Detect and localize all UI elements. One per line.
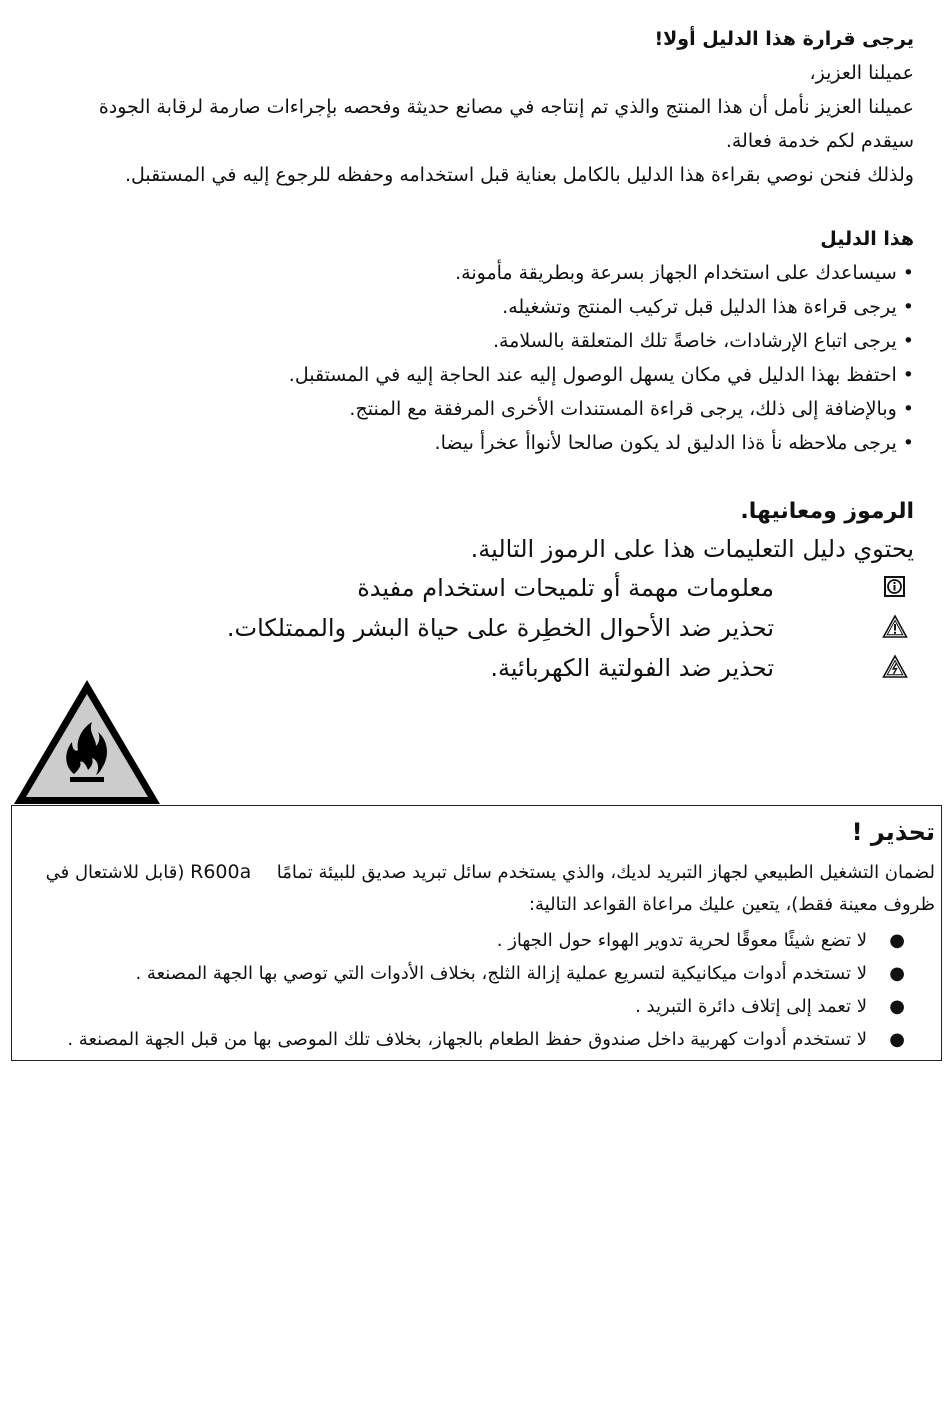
symbol-row-info: [22, 568, 914, 608]
warning-paragraph: [18, 856, 935, 921]
symbols-intro: يحتوي دليل التعليمات هذا على الرموز التالية.: [470, 535, 914, 563]
intro-heading: يرجى قرارة هذا الدليل أولا!: [654, 28, 914, 50]
warning-text: (قابل للاشتعال في: [45, 862, 185, 883]
warning-item-text: لا تستخدم أدوات كهربية داخل صندوق حفظ الطعام بالجهاز، بخلاف تلك الموصى بها من قبل الجهة المصنعة .: [67, 1029, 867, 1050]
bullet: ●: [889, 963, 905, 984]
warning-item: [18, 990, 935, 1023]
warning-item: [18, 924, 935, 957]
warning-list: [18, 924, 935, 1056]
guide-item: [22, 392, 914, 426]
guide-item-text: سيساعدك على استخدام الجهاز بسرعة وبطريقة مأمونة.: [455, 262, 897, 284]
bullet: •: [902, 432, 914, 454]
symbol-text: تحذير ضد الفولتية الكهربائية.: [490, 654, 774, 682]
warning-item: [18, 957, 935, 990]
intro-line-2: سيقدم لكم خدمة فعالة.: [725, 130, 914, 152]
warning-item: [18, 1023, 935, 1056]
guide-list: [22, 256, 914, 460]
bullet: •: [902, 262, 914, 284]
symbols-title: الرموز ومعانيها.: [740, 499, 914, 524]
bullet: •: [902, 330, 914, 352]
bullet: ●: [889, 930, 905, 951]
warning-item-text: لا تضع شيئًا معوقًا لحرية تدوير الهواء حول الجهاز .: [496, 930, 867, 951]
guide-item: [22, 426, 914, 460]
electric-warning-icon: [882, 654, 908, 680]
bullet: •: [902, 364, 914, 386]
refrigerant-code: R600a: [190, 861, 252, 883]
bullet: •: [902, 296, 914, 318]
warning-title: تحذير !: [851, 818, 935, 846]
bullet: •: [902, 398, 914, 420]
intro-line-1: عميلنا العزيز نأمل أن هذا المنتج والذي تم إنتاجه في مصانع حديثة وفحصه بإجراءات صارمة لرقابة الجودة: [98, 96, 914, 118]
bullet: ●: [889, 1029, 905, 1050]
warning-item-text: لا تعمد إلى إتلاف دائرة التبريد .: [635, 996, 867, 1017]
guide-section: [22, 222, 914, 460]
symbol-text: معلومات مهمة أو تلميحات استخدام مفيدة: [357, 574, 774, 602]
warning-triangle-icon: [882, 614, 908, 640]
guide-item: [22, 256, 914, 290]
symbol-row-warning: [22, 608, 914, 648]
guide-item: [22, 290, 914, 324]
intro-greeting: عميلنا العزيز،: [809, 62, 914, 84]
flammable-warning-icon: [12, 678, 162, 806]
intro-line-3: ولذلك فنحن نوصي بقراءة هذا الدليل بالكامل بعناية قبل استخدامه وحفظه للرجوع إليه في المستقبل.: [124, 164, 914, 186]
warning-paragraph-line-2: ظروف معينة فقط)، يتعين عليك مراعاة القواعد التالية:: [528, 894, 935, 915]
guide-item-text: احتفظ بهذا الدليل في مكان يسهل الوصول إليه عند الحاجة إليه في المستقبل.: [288, 364, 897, 386]
guide-item: [22, 358, 914, 392]
info-icon: [882, 574, 908, 600]
warning-box: [11, 805, 942, 1061]
guide-item-text: وبالإضافة إلى ذلك، يرجى قراءة المستندات الأخرى المرفقة مع المنتج.: [349, 398, 897, 420]
warning-item-text: لا تستخدم أدوات ميكانيكية لتسريع عملية إزالة الثلج، بخلاف الأدوات التي توصي بها الجهة المصنعة .: [135, 963, 867, 984]
guide-item-text: يرجى ملاحظه نأ ةذا الدليق لد يكون صالحا لأنواأ عخرأ ىيضا.: [434, 432, 897, 454]
warning-paragraph-line-1: [18, 856, 935, 889]
guide-item-text: يرجى اتباع الإرشادات، خاصةً تلك المتعلقة بالسلامة.: [492, 330, 897, 352]
symbols-section: [22, 494, 914, 688]
intro-section: [22, 22, 914, 192]
symbol-text: تحذير ضد الأحوال الخطِرة على حياة البشر والممتلكات.: [226, 614, 774, 642]
guide-item-text: يرجى قراءة هذا الدليل قبل تركيب المنتج وتشغيله.: [502, 296, 897, 318]
warning-text: لضمان التشغيل الطبيعي لجهاز التبريد لديك، والذي يستخدم سائل تبريد صديق للبيئة تمامًا: [276, 862, 935, 883]
bullet: ●: [889, 996, 905, 1017]
guide-heading: هذا الدليل: [820, 228, 914, 250]
guide-item: [22, 324, 914, 358]
